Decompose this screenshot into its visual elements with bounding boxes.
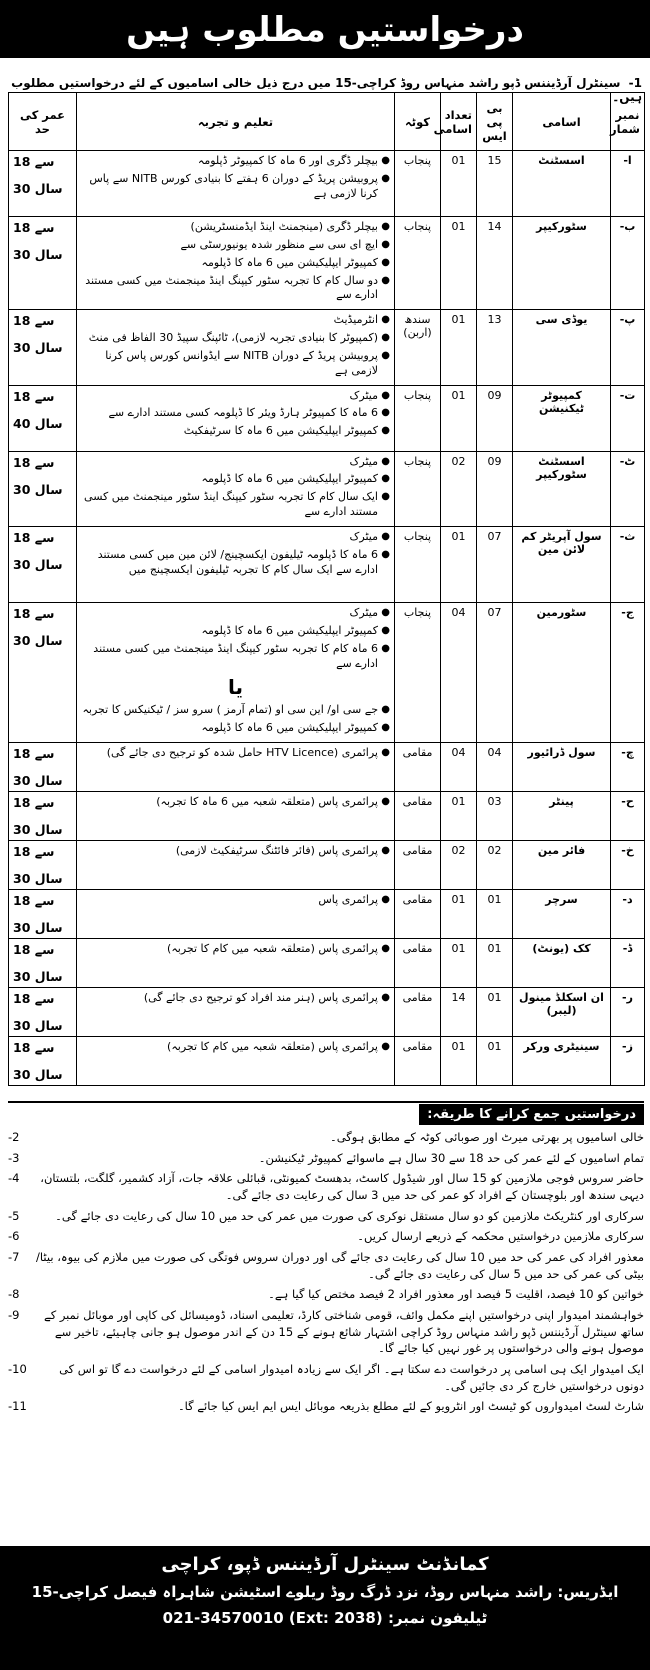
job-posts: 01 bbox=[441, 310, 477, 385]
bullet-icon: ● bbox=[381, 473, 390, 485]
table-header-row bbox=[9, 93, 645, 151]
procedure-item bbox=[8, 1307, 644, 1357]
bullet-icon: ● bbox=[381, 796, 390, 808]
job-education bbox=[77, 1037, 395, 1086]
job-education bbox=[77, 988, 395, 1037]
education-text: پرائمری پاس (متعلقہ شعبہ میں کام کا تجربہ) bbox=[167, 942, 378, 956]
table-row bbox=[9, 385, 645, 451]
age-min: 18 سے bbox=[13, 942, 55, 958]
job-education bbox=[77, 841, 395, 890]
job-title: سٹورکیپر bbox=[513, 217, 611, 310]
education-text: کمپیوٹر ایپلیکیشن میں 6 ماہ کا ڈپلومہ bbox=[201, 721, 378, 735]
bullet-icon: ● bbox=[381, 256, 390, 268]
age-max: 30 سال bbox=[13, 1018, 63, 1034]
job-age-limit bbox=[9, 939, 77, 988]
job-title: کمپیوٹر ٹیکنیشن bbox=[513, 385, 611, 451]
age-max: 30 سال bbox=[13, 556, 63, 572]
education-line bbox=[81, 893, 390, 908]
table-row bbox=[9, 526, 645, 602]
education-line bbox=[81, 313, 390, 328]
or-separator: یا bbox=[227, 675, 244, 700]
education-line bbox=[81, 154, 390, 169]
education-text: میٹرک bbox=[349, 529, 378, 543]
procedure-number: -7 bbox=[8, 1250, 20, 1265]
col-edu: تعلیم و تجربہ bbox=[77, 93, 395, 151]
bullet-icon: ● bbox=[381, 530, 390, 542]
job-title: فائر مین bbox=[513, 841, 611, 890]
job-bps: 14 bbox=[477, 217, 513, 310]
job-quota: مقامی bbox=[395, 1037, 441, 1086]
education-line bbox=[81, 721, 390, 736]
procedure-text: ایک امیدوار ایک ہی اسامی پر درخواست دے سکتا ہے۔ اگر ایک سے زیادہ امیدوار اسامی کے لئے درخواست دے گا تو اس کی دونوں درخواستیں خارج کر دی جائیں گی۔ bbox=[59, 1362, 644, 1393]
bullet-icon: ● bbox=[381, 274, 390, 286]
education-text: پرائمری پاس (متعلقہ شعبہ میں 6 ماہ کا تجربہ) bbox=[156, 795, 378, 809]
job-posts: 01 bbox=[441, 385, 477, 451]
bullet-icon: ● bbox=[381, 992, 390, 1004]
jobs-table bbox=[8, 92, 645, 1086]
footer-phone-label: ٹیلیفون نمبر: bbox=[387, 1609, 488, 1627]
age-max: 30 سال bbox=[13, 773, 63, 789]
age-max: 30 سال bbox=[13, 632, 63, 648]
job-bps: 03 bbox=[477, 792, 513, 841]
education-text: جے سی او/ این سی او (تمام آرمز ) سرو سز / ٹیکنیکس کا تجربہ bbox=[82, 703, 378, 717]
education-text: پروبیشن پریڈ کے دوران NITB سے ایڈوانس کورس پاس کرنا لازمی ہے bbox=[105, 348, 378, 377]
procedure-item bbox=[8, 1398, 644, 1415]
job-quota: سندھ (اربن) bbox=[395, 310, 441, 385]
education-line bbox=[81, 624, 390, 639]
education-text: ایچ ای سی سے منظور شدہ یونیورسٹی سے bbox=[180, 237, 378, 251]
age-min: 18 سے bbox=[13, 991, 55, 1007]
job-title: سرچر bbox=[513, 890, 611, 939]
education-line bbox=[81, 220, 390, 235]
job-age-limit bbox=[9, 385, 77, 451]
procedure-number: -11 bbox=[8, 1399, 27, 1414]
table-row bbox=[9, 217, 645, 310]
job-age-limit bbox=[9, 988, 77, 1037]
job-education bbox=[77, 451, 395, 526]
education-text: بیچلر ڈگری اور 6 ماہ کا کمپیوٹر ڈپلومہ bbox=[197, 154, 378, 167]
procedure-number: -5 bbox=[8, 1208, 20, 1223]
procedure-section bbox=[8, 1101, 644, 1419]
job-sn: ڈ- bbox=[611, 939, 645, 988]
procedure-item bbox=[8, 1286, 644, 1303]
age-max: 40 سال bbox=[13, 415, 63, 431]
table-row bbox=[9, 792, 645, 841]
bullet-icon: ● bbox=[381, 606, 390, 618]
table-row bbox=[9, 602, 645, 742]
job-posts: 01 bbox=[441, 217, 477, 310]
age-min: 18 سے bbox=[13, 220, 55, 235]
job-education bbox=[77, 602, 395, 742]
job-quota: پنجاب bbox=[395, 151, 441, 217]
procedure-number: -9 bbox=[8, 1308, 20, 1323]
job-sn: خ- bbox=[611, 841, 645, 890]
age-min: 18 سے bbox=[13, 844, 55, 860]
age-max: 30 سال bbox=[13, 969, 63, 985]
table-row bbox=[9, 451, 645, 526]
age-min: 18 سے bbox=[13, 893, 55, 909]
age-max: 30 سال bbox=[13, 247, 63, 262]
job-bps: 07 bbox=[477, 526, 513, 602]
jobs-body bbox=[9, 151, 645, 1086]
job-posts: 01 bbox=[441, 890, 477, 939]
footer-address: ایڈریس: راشد منہاس روڈ، نزد ڈرگ روڈ ریلوے اسٹیشن شاہراہ فیصل کراچی-15 bbox=[31, 1583, 619, 1601]
table-row bbox=[9, 743, 645, 792]
job-quota: پنجاب bbox=[395, 602, 441, 742]
job-posts: 01 bbox=[441, 526, 477, 602]
education-text: ایک سال کام کا تجربہ سٹور کیپنگ اینڈ سٹور مینجمنٹ میں کسی مستند ادارے سے bbox=[84, 490, 378, 519]
job-title: سٹورمین bbox=[513, 602, 611, 742]
job-education bbox=[77, 385, 395, 451]
age-max: 30 سال bbox=[13, 181, 63, 196]
job-education bbox=[77, 743, 395, 792]
education-line bbox=[81, 172, 390, 202]
job-quota: مقامی bbox=[395, 988, 441, 1037]
job-sn: ت- bbox=[611, 385, 645, 451]
bullet-icon: ● bbox=[381, 332, 390, 344]
job-title: سینیٹری ورکر bbox=[513, 1037, 611, 1086]
education-line bbox=[81, 642, 390, 672]
education-text: دو سال کام کا تجربہ سٹور کیپنگ اینڈ مینجمنٹ میں کسی مستند ادارے سے bbox=[85, 273, 378, 302]
table-row bbox=[9, 939, 645, 988]
job-sn: ا- bbox=[611, 151, 645, 217]
bullet-icon: ● bbox=[381, 624, 390, 636]
job-bps: 01 bbox=[477, 988, 513, 1037]
bullet-icon: ● bbox=[381, 455, 390, 467]
job-age-limit bbox=[9, 310, 77, 385]
job-posts: 04 bbox=[441, 743, 477, 792]
procedure-number: -10 bbox=[8, 1362, 27, 1377]
intro-text: سینٹرل آرڈیننس ڈپو راشد منہاس روڈ کراچی-15 میں درج ذیل خالی اسامیوں کے لئے درخواستیں مطلوب ہیں۔ bbox=[11, 76, 642, 104]
procedure-text: معذور افراد کی عمر کی حد میں 10 سال کی رعایت دی جائے گی اور دوران سروس فوتگی کی صورت میں ملازم کی بیوہ، بیٹا/ بیٹی کی عمر کی حد میں 5 سال کی رعایت دی جائے گی۔ bbox=[36, 1250, 644, 1281]
job-bps: 04 bbox=[477, 743, 513, 792]
education-text: پروبیشن پریڈ کے دوران 6 ہفتے کا بنیادی کورس NITB سے پاس کرنا لازمی ہے bbox=[89, 171, 378, 200]
job-posts: 01 bbox=[441, 151, 477, 217]
job-title: سول ڈرائیور bbox=[513, 743, 611, 792]
job-bps: 01 bbox=[477, 1037, 513, 1086]
procedure-number: -2 bbox=[8, 1130, 20, 1144]
procedure-title-bar bbox=[8, 1101, 644, 1125]
job-posts: 04 bbox=[441, 602, 477, 742]
job-title: اسسٹنٹ bbox=[513, 151, 611, 217]
job-quota: مقامی bbox=[395, 939, 441, 988]
age-min: 18 سے bbox=[13, 313, 55, 329]
job-bps: 01 bbox=[477, 939, 513, 988]
job-bps: 07 bbox=[477, 602, 513, 742]
age-min: 18 سے bbox=[13, 1040, 55, 1056]
age-min: 18 سے bbox=[13, 746, 55, 762]
age-min: 18 سے bbox=[13, 454, 55, 470]
education-line bbox=[81, 490, 390, 520]
age-min: 18 سے bbox=[13, 154, 55, 169]
job-age-limit bbox=[9, 841, 77, 890]
education-text: پرائمری پاس (متعلقہ شعبہ میں کام کا تجربہ) bbox=[167, 1040, 378, 1054]
job-quota: پنجاب bbox=[395, 526, 441, 602]
bullet-icon: ● bbox=[381, 722, 390, 734]
job-title: ان اسکلڈ مینول (لیبر) bbox=[513, 988, 611, 1037]
procedure-text: خواہشمند امیدوار اپنی درخواستیں اپنے مکمل وائف، قومی شناختی کارڈ، تعلیمی اسناد، ڈومیسائل کی کاپی اور موبائل نمبر کے ساتھ سینٹرل آرڈیننس ڈپو راشد منہاس روڈ کراچی اشتہار شائع ہونے کے 15 دن کے اندر موصول ہو جانی چاہیئے، تاخیر سے موصول ہونے والی درخواستوں پر غور نہیں کیا جائے گا۔ bbox=[43, 1308, 644, 1356]
job-bps: 15 bbox=[477, 151, 513, 217]
footer-phone-line bbox=[0, 1609, 650, 1627]
table-row bbox=[9, 1037, 645, 1086]
job-title: یوڈی سی bbox=[513, 310, 611, 385]
education-text: میٹرک bbox=[349, 605, 378, 619]
table-row bbox=[9, 988, 645, 1037]
table-row bbox=[9, 841, 645, 890]
bullet-icon: ● bbox=[381, 155, 390, 166]
procedure-text: خالی اسامیوں پر بھرتی میرٹ اور صوبائی کوٹہ کے مطابق ہوگی۔ bbox=[329, 1130, 644, 1144]
education-text: 6 ماہ کا ڈپلومہ ٹیلیفون ایکسچینج/ لائن مین میں کسی مستند ادارے سے ایک سال کام کا تجربہ ٹیلیفون ایکسچینج میں bbox=[97, 547, 378, 576]
bullet-icon: ● bbox=[381, 642, 390, 654]
job-age-limit bbox=[9, 1037, 77, 1086]
job-quota: مقامی bbox=[395, 890, 441, 939]
job-age-limit bbox=[9, 890, 77, 939]
col-quota: کوٹہ bbox=[395, 93, 441, 151]
job-quota: مقامی bbox=[395, 743, 441, 792]
job-bps: 13 bbox=[477, 310, 513, 385]
procedure-number: -4 bbox=[8, 1171, 20, 1186]
bullet-icon: ● bbox=[381, 407, 390, 419]
job-sn: ب- bbox=[611, 217, 645, 310]
job-posts: 02 bbox=[441, 841, 477, 890]
education-line bbox=[81, 606, 390, 621]
job-quota: پنجاب bbox=[395, 217, 441, 310]
procedure-text: تمام اسامیوں کے لئے عمر کی حد 18 سے 30 سال ہے ماسوائے کمپیوٹر ٹیکنیشن۔ bbox=[258, 1150, 644, 1165]
job-title: سول آپریٹر کم لائن مین bbox=[513, 526, 611, 602]
education-line bbox=[81, 991, 390, 1006]
table-row bbox=[9, 151, 645, 217]
job-bps: 09 bbox=[477, 385, 513, 451]
education-text: (کمپیوٹر کا بنیادی تجربہ لازمی)، ٹائپنگ سپیڈ 30 الفاظ فی منٹ bbox=[88, 331, 378, 345]
education-text: کمپیوٹر ایپلیکیشن میں 6 ماہ کا ڈپلومہ bbox=[201, 255, 378, 269]
procedure-text: شارٹ لسٹ امیدواروں کو ٹیسٹ اور انٹرویو کے لئے مطلع بذریعہ موبائل ایس ایم ایس کیا جائے گا۔ bbox=[177, 1399, 644, 1414]
education-line bbox=[81, 455, 390, 470]
job-quota: مقامی bbox=[395, 792, 441, 841]
procedure-text: خواتین کو 10 فیصد، اقلیت 5 فیصد اور معذور افراد 2 فیصد مختص کیا گیا ہے۔ bbox=[268, 1287, 644, 1302]
education-line bbox=[81, 703, 390, 718]
table-row bbox=[9, 310, 645, 385]
job-sn: ز- bbox=[611, 1037, 645, 1086]
job-sn: چ- bbox=[611, 743, 645, 792]
job-age-limit bbox=[9, 217, 77, 310]
col-num: تعداد اسامی bbox=[441, 93, 477, 151]
education-line bbox=[81, 349, 390, 379]
job-age-limit bbox=[9, 451, 77, 526]
procedure-list bbox=[8, 1129, 644, 1415]
job-posts: 01 bbox=[441, 1037, 477, 1086]
page-header bbox=[0, 0, 650, 58]
bullet-icon: ● bbox=[381, 548, 390, 560]
bullet-icon: ● bbox=[381, 172, 390, 184]
procedure-item bbox=[8, 1361, 644, 1394]
education-line bbox=[81, 795, 390, 810]
col-bps: بی پی ایس bbox=[477, 93, 513, 151]
job-bps: 01 bbox=[477, 890, 513, 939]
education-line bbox=[81, 844, 390, 859]
education-line bbox=[81, 1040, 390, 1055]
age-max: 30 سال bbox=[13, 481, 63, 497]
bullet-icon: ● bbox=[381, 845, 390, 857]
procedure-number: -8 bbox=[8, 1287, 20, 1302]
education-text: 6 ماہ کام کا تجربہ سٹور کیپنگ اینڈ مینجمنٹ میں کسی مستند ادارے سے bbox=[93, 641, 378, 670]
procedure-item bbox=[8, 1228, 644, 1245]
col-sn: نمبر شمار bbox=[611, 93, 645, 151]
education-text: پرائمری پاس bbox=[318, 893, 378, 907]
job-age-limit bbox=[9, 151, 77, 217]
job-sn: ٹ- bbox=[611, 451, 645, 526]
education-line bbox=[81, 548, 390, 578]
job-sn: پ- bbox=[611, 310, 645, 385]
education-text: میٹرک bbox=[349, 388, 378, 402]
table-row bbox=[9, 890, 645, 939]
education-line bbox=[81, 530, 390, 545]
education-text: کمپیوٹر ایپلیکیشن میں 6 ماہ کا ڈپلومہ bbox=[201, 472, 378, 486]
procedure-text: سرکاری اور کنٹریکٹ ملازمین کو دو سال مستقل نوکری کی صورت میں عمر کی حد میں 10 سال کی رعایت دی جائے گی۔ bbox=[55, 1208, 644, 1223]
job-education bbox=[77, 151, 395, 217]
job-sn: ح- bbox=[611, 792, 645, 841]
bullet-icon: ● bbox=[381, 425, 390, 437]
job-sn: ج- bbox=[611, 602, 645, 742]
bullet-icon: ● bbox=[381, 389, 390, 401]
education-line bbox=[81, 331, 390, 346]
job-quota: پنجاب bbox=[395, 451, 441, 526]
education-text: بیچلر ڈگری (مینجمنٹ اینڈ ایڈمنسٹریشن) bbox=[190, 220, 378, 233]
education-text: 6 ماہ کا کمپیوٹر ہارڈ ویئر کا ڈپلومہ کسی مستند ادارے سے bbox=[108, 406, 378, 420]
procedure-item bbox=[8, 1170, 644, 1203]
education-line bbox=[81, 389, 390, 404]
education-line bbox=[81, 424, 390, 439]
bullet-icon: ● bbox=[381, 491, 390, 503]
age-max: 30 سال bbox=[13, 822, 63, 838]
job-sn: ث- bbox=[611, 526, 645, 602]
age-max: 30 سال bbox=[13, 871, 63, 887]
education-text: پرائمری پاس (ہنر مند افراد کو ترجیح دی جائے گی) bbox=[143, 991, 378, 1005]
procedure-number: -3 bbox=[8, 1150, 20, 1165]
procedure-number: -6 bbox=[8, 1229, 20, 1244]
procedure-text: سرکاری ملازمین درخواستیں محکمہ کے ذریعے ارسال کریں۔ bbox=[357, 1229, 644, 1244]
bullet-icon: ● bbox=[381, 238, 390, 250]
job-age-limit bbox=[9, 743, 77, 792]
bullet-icon: ● bbox=[381, 894, 390, 906]
bullet-icon: ● bbox=[381, 747, 390, 759]
education-line bbox=[81, 942, 390, 957]
bullet-icon: ● bbox=[381, 221, 390, 232]
job-title: اسسٹنٹ سٹورکیپر bbox=[513, 451, 611, 526]
job-title: پینٹر bbox=[513, 792, 611, 841]
job-title: کک (یونٹ) bbox=[513, 939, 611, 988]
job-age-limit bbox=[9, 526, 77, 602]
bullet-icon: ● bbox=[381, 1041, 390, 1053]
education-line bbox=[81, 256, 390, 271]
job-education bbox=[77, 939, 395, 988]
job-education bbox=[77, 890, 395, 939]
education-line bbox=[81, 406, 390, 421]
education-text: کمپیوٹر ایپلیکیشن میں 6 ماہ کا سرٹیفکیٹ bbox=[183, 424, 378, 438]
bullet-icon: ● bbox=[381, 943, 390, 955]
education-line bbox=[81, 274, 390, 304]
bullet-icon: ● bbox=[381, 704, 390, 716]
procedure-title: درخواستیں جمع کرانے کا طریقہ: bbox=[419, 1104, 644, 1125]
education-text: انٹرمیڈیٹ bbox=[333, 313, 378, 327]
education-text: کمپیوٹر ایپلیکیشن میں 6 ماہ کا ڈپلومہ bbox=[201, 623, 378, 637]
bullet-icon: ● bbox=[381, 349, 390, 361]
education-text: پرائمری (HTV Licence حامل شدہ کو ترجیح دی جائے گی) bbox=[106, 746, 378, 760]
procedure-text: حاضر سروس فوجی ملازمین کو 15 سال اور شیڈول کاسٹ، بدھسٹ کمیونٹی، قبائلی علاقہ جات، آزاد کشمیر، گلگت، بلتستان، دیہی سندھ اور بلوچستان کے افراد کو عمر کی حد میں 3 سال کی رعایت دی جائے گی۔ bbox=[40, 1171, 644, 1203]
job-education bbox=[77, 792, 395, 841]
age-max: 30 سال bbox=[13, 920, 63, 936]
job-posts: 01 bbox=[441, 792, 477, 841]
bullet-icon: ● bbox=[381, 314, 390, 326]
footer-title: کمانڈنٹ سینٹرل آرڈیننس ڈپو، کراچی bbox=[161, 1554, 489, 1575]
job-quota: پنجاب bbox=[395, 385, 441, 451]
col-title: اسامی bbox=[513, 93, 611, 151]
job-posts: 02 bbox=[441, 451, 477, 526]
age-min: 18 سے bbox=[13, 795, 55, 811]
education-line bbox=[81, 472, 390, 487]
page-footer bbox=[0, 1546, 650, 1670]
job-age-limit bbox=[9, 792, 77, 841]
job-quota: مقامی bbox=[395, 841, 441, 890]
procedure-item bbox=[8, 1249, 644, 1282]
job-sn: د- bbox=[611, 890, 645, 939]
education-line bbox=[81, 746, 390, 761]
procedure-item bbox=[8, 1129, 644, 1146]
age-max: 30 سال bbox=[13, 340, 63, 356]
job-education bbox=[77, 217, 395, 310]
education-text: میٹرک bbox=[349, 454, 378, 468]
education-text: پرائمری پاس (فائر فائٹنگ سرٹیفکیٹ لازمی) bbox=[175, 844, 378, 858]
footer-phone: 021-34570010 (Ext: 2038) bbox=[162, 1609, 383, 1627]
age-max: 30 سال bbox=[13, 1067, 63, 1083]
age-min: 18 سے bbox=[13, 529, 55, 545]
job-posts: 01 bbox=[441, 939, 477, 988]
job-bps: 02 bbox=[477, 841, 513, 890]
job-education bbox=[77, 310, 395, 385]
job-bps: 09 bbox=[477, 451, 513, 526]
procedure-item bbox=[8, 1208, 644, 1225]
job-sn: ر- bbox=[611, 988, 645, 1037]
job-posts: 14 bbox=[441, 988, 477, 1037]
job-education bbox=[77, 526, 395, 602]
procedure-item bbox=[8, 1150, 644, 1167]
education-line bbox=[81, 238, 390, 253]
job-age-limit bbox=[9, 602, 77, 742]
intro-number: 1- bbox=[628, 76, 642, 90]
col-age: عمر کی حد bbox=[9, 93, 77, 151]
age-min: 18 سے bbox=[13, 388, 55, 404]
age-min: 18 سے bbox=[13, 605, 55, 621]
header-title: درخواستیں مطلوب ہیں bbox=[126, 9, 524, 50]
